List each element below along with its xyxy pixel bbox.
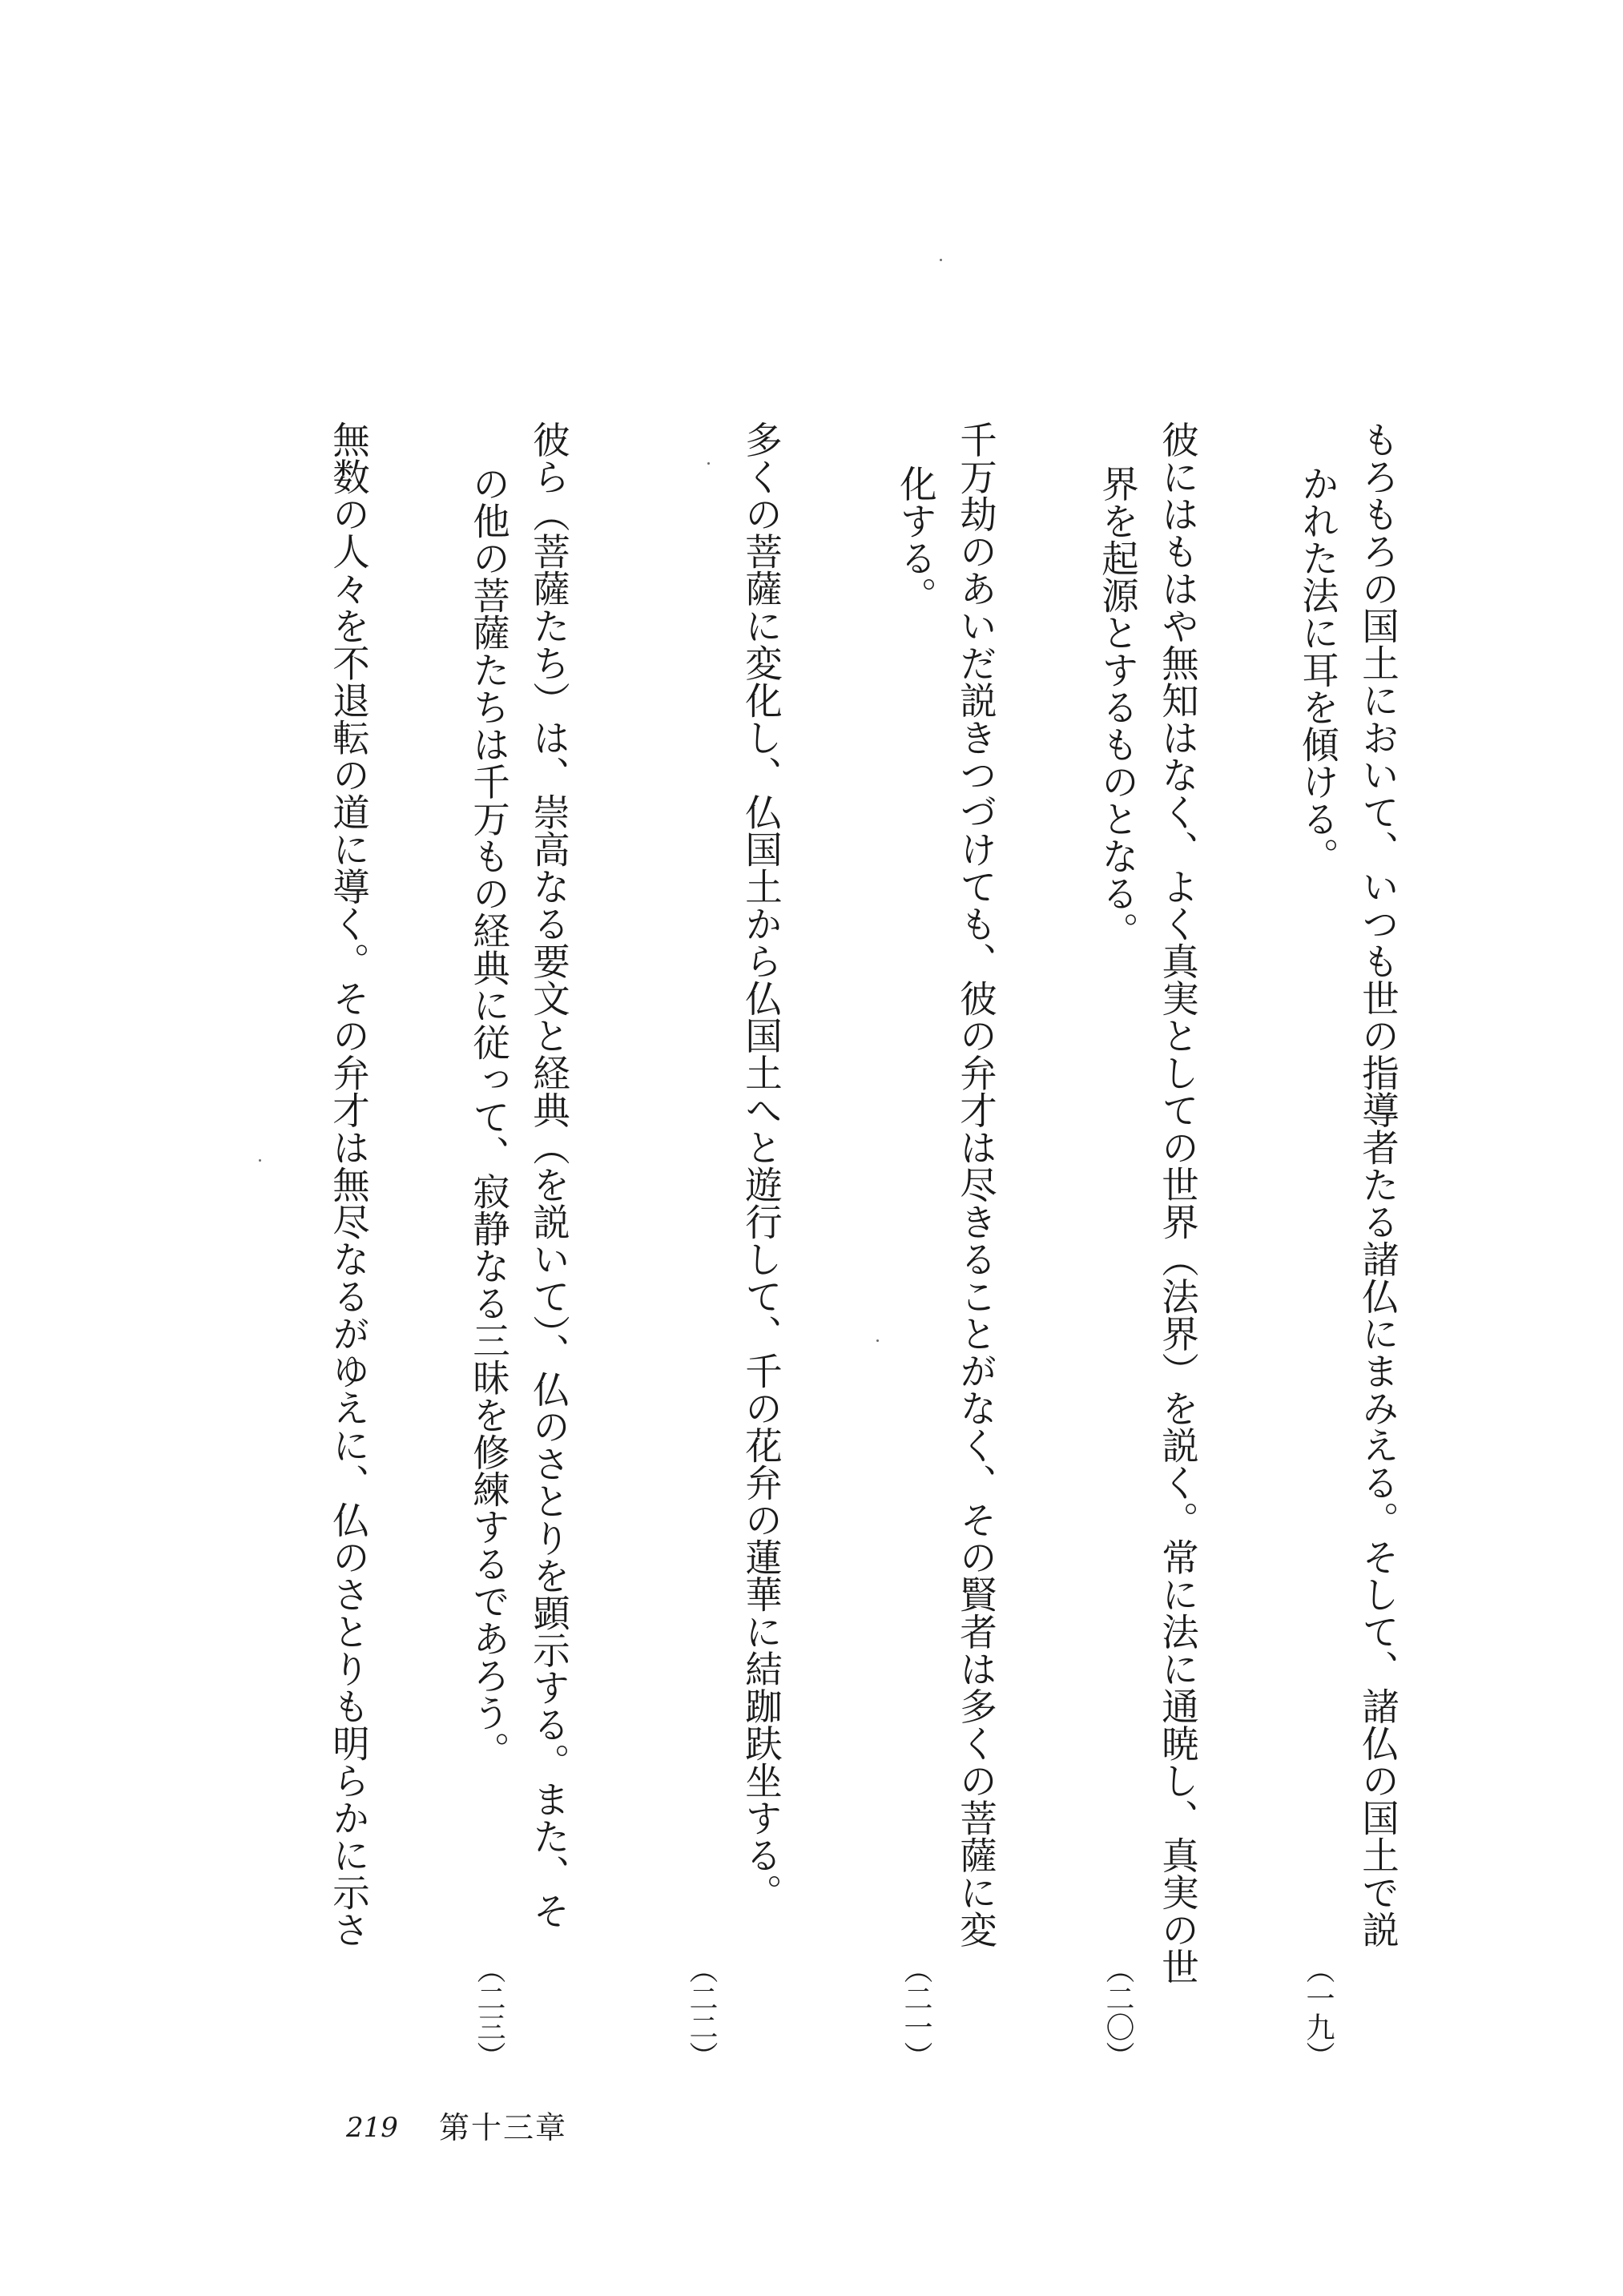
text-column-6: 化する。 bbox=[894, 465, 937, 614]
verse-number-22: （二二） bbox=[685, 1955, 718, 2070]
text-column-8: 彼ら（菩薩たち）は、崇高なる要文と経典（を説いて）、仏のさとりを顕示する。また、そ bbox=[527, 421, 570, 1930]
text-column-10: 無数の人々を不退転の道に導く。その弁才は無尽なるがゆえに、仏のさとりも明らかに示さ bbox=[327, 421, 370, 1948]
print-speck bbox=[259, 1159, 261, 1162]
print-speck bbox=[940, 259, 942, 261]
text-column-7: 多くの菩薩に変化し、仏国土から仏国土へと遊行して、千の花弁の蓮華に結跏趺坐する。 bbox=[739, 421, 783, 1911]
verse-number-20: （二〇） bbox=[1101, 1955, 1134, 2070]
text-column-9: の他の菩薩たちは千万もの経典に従って、寂静なる三昧を修練するであろう。 bbox=[467, 465, 510, 1769]
page-number: 219 bbox=[346, 2112, 398, 2144]
text-column-3: 彼にはもはや無知はなく、よく真実としての世界（法界）を説く。常に法に通暁し、真実の世 bbox=[1156, 421, 1199, 1985]
text-column-1: もろもろの国土において、いつも世の指導者たる諸仏にまみえる。そして、諸仏の国土で説 bbox=[1356, 421, 1399, 1948]
text-column-5: 千万劫のあいだ説きつづけても、彼の弁才は尽きることがなく、その賢者は多くの菩薩に変 bbox=[954, 421, 997, 1948]
chapter-title: 第十三章 bbox=[439, 2110, 568, 2145]
verse-number-23: （二三） bbox=[473, 1955, 505, 2070]
print-speck bbox=[876, 1339, 879, 1342]
verse-number-21: （二一） bbox=[900, 1955, 932, 2070]
print-speck bbox=[707, 462, 710, 465]
verse-number-19: （一九） bbox=[1302, 1955, 1335, 2070]
text-column-2: かれた法に耳を傾ける。 bbox=[1296, 465, 1339, 875]
text-column-4: 界を起源とするものとなる。 bbox=[1096, 465, 1139, 949]
